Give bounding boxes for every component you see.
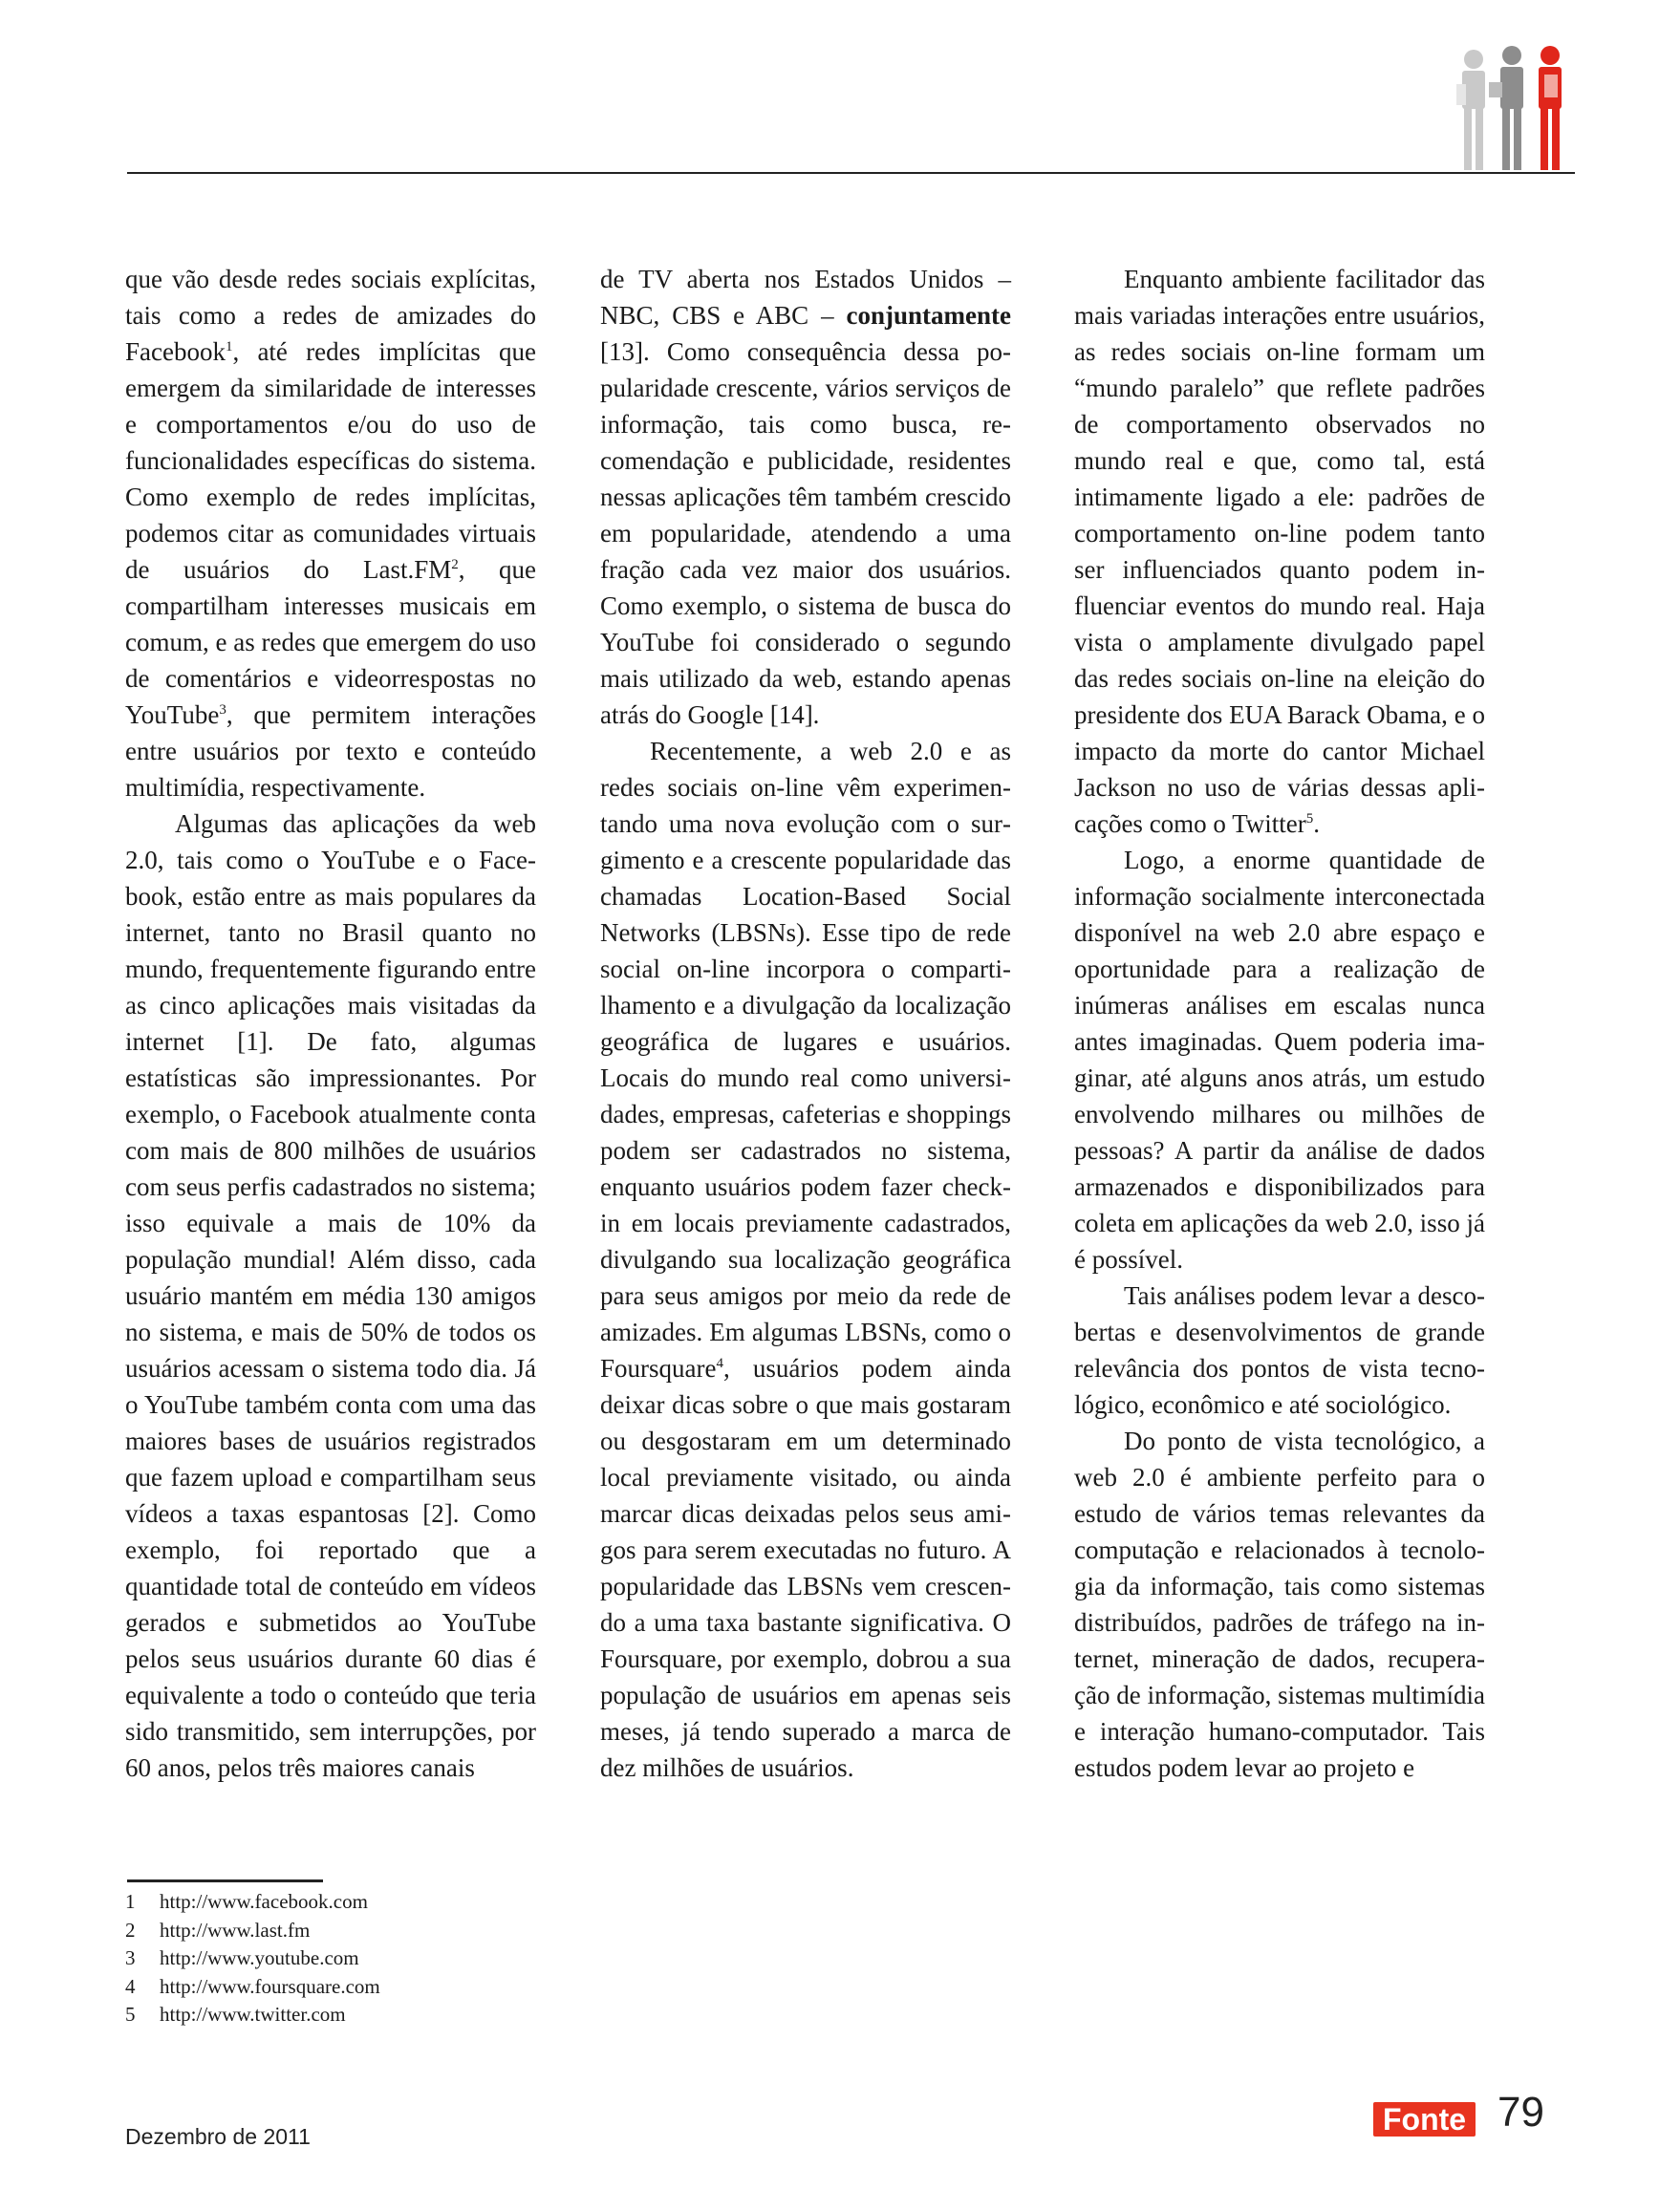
paragraph (1074, 842, 1485, 1278)
header-rule (127, 172, 1575, 174)
paragraph (125, 261, 536, 805)
footnote-3: 3 http://www.youtube.com (125, 1944, 699, 1973)
footnote-link[interactable]: http://www.last.fm (160, 1918, 311, 1942)
text-run: Tais análises podem levar a descobertas e desenvolvimentos de grande relevância dos pontos de vista tecnológico, econômico e até sociológico. (1074, 1281, 1485, 1419)
footnote-ref: 2 (451, 557, 459, 572)
three-people-icon (1451, 42, 1575, 176)
text-run: . (1313, 809, 1321, 838)
footnote-4: 4 http://www.foursquare.com (125, 1973, 699, 2002)
article-column-1 (125, 261, 536, 1786)
bold-text: conjuntamente (846, 301, 1011, 330)
text-run: Algumas das aplicações da web 2.0, tais como o YouTube e o Facebook, estão entre as mais populares da internet, tanto no Brasil quanto no mundo, frequentemente figurando entre as cinco aplicações mais visitadas da internet [1]. De fato, algumas estatísticas são impressionantes. Por exemplo, o Facebook atualmente conta com mais de 800 milhões de usuários com seus perfis cadastrados no sistema; isso equivale a mais de 10% da população mundial! Além disso, cada usuário mantém em média 130 amigos no sistema, e mais de 50% de todos os usuários acessam o sistema todo dia. Já o YouTube também conta com uma das maiores bases de usuários registrados que fazem upload e compartilham seus vídeos a taxas espantosas [2]. Como exemplo, foi reportado que a quantidade total de conteúdo em vídeos gerados e submetidos ao YouTube pelos seus usuários durante 60 dias é equivalente a todo o conteúdo que teria sido transmitido, sem interrupções, por 60 anos, pelos três maiores canais (125, 809, 536, 1782)
paragraph (1074, 1423, 1485, 1786)
footnote-ref: 4 (716, 1356, 723, 1371)
paragraph (1074, 1278, 1485, 1423)
footnote-link[interactable]: http://www.twitter.com (160, 2003, 346, 2026)
text-run: Enquanto ambiente facilitador das mais variadas interações entre usuários, as redes sociais on-line formam um “mundo paralelo” que reflete padrões de comportamento observados no mundo real e que, como tal, está intimamente ligado a ele: padrões de comportamento on-line podem tanto ser influenciados quanto podem influenciar eventos do mundo real. Haja vista o amplamente divulgado papel das redes sociais on-line na eleição do presidente dos EUA Barack Obama, e o impacto da morte do cantor Michael Jackson no uso de várias dessas aplicações como o Twitter (1074, 265, 1485, 838)
footnote-rule (127, 1879, 323, 1882)
footnote-ref: 1 (225, 339, 233, 354)
text-run: [13]. Como consequência dessa popularidade crescente, vários serviços de informação, tais como busca, recomendação e publicidade, residentes nessas aplicações têm também crescido em popularidade, atendendo a uma fração cada vez maior dos usuários. Como exemplo, o sistema de busca do YouTube foi considerado o segundo mais utilizado da web, estando apenas atrás do Google [14]. (600, 337, 1011, 729)
article-column-2 (600, 261, 1011, 1786)
footnote-link[interactable]: http://www.foursquare.com (160, 1974, 380, 1998)
text-run: , que permitem interações entre usuários por texto e conteúdo multimídia, respectivamente. (125, 700, 536, 802)
footnote-ref: 3 (219, 702, 226, 718)
footnote-link[interactable]: http://www.youtube.com (160, 1946, 359, 1969)
page-number: 79 (1497, 2089, 1544, 2136)
text-run: , que compartilham interesses musicais em comum, e as redes que emergem do uso de comentários e videorrespostas no YouTube (125, 555, 537, 729)
text-run: Logo, a enorme quantidade de informação socialmente interconectada disponível na web 2.0 abre espaço e oportunidade para a realização de inúmeras análises em escalas nunca antes imaginadas. Quem poderia imaginar, até alguns anos atrás, um estudo envolvendo milhares ou milhões de pessoas? A partir da análise de dados armazenados e disponibilizados para coleta em aplicações da web 2.0, isso já é possível. (1074, 846, 1485, 1274)
paragraph (125, 805, 536, 1786)
footnote-1: 1 http://www.facebook.com (125, 1888, 699, 1917)
article-column-3 (1074, 261, 1485, 1786)
paragraph (600, 733, 1011, 1786)
footnote-2: 2 http://www.last.fm (125, 1917, 699, 1945)
text-run: , usuários podem ainda deixar dicas sobre o que mais gostaram ou desgostaram em um determinado local previamente visitado, ou ainda marcar dicas deixadas pelos seus amigos para serem executadas no futuro. A popularidade das LBSNs vem crescendo a uma taxa bastante significativa. O Foursquare, por exemplo, dobrou a sua população de usuários em apenas seis meses, já tendo superado a marca de dez milhões de usuários. (600, 1354, 1011, 1782)
text-run: , até redes implícitas que emergem da similaridade de interesses e comportamentos e/ou do uso de funcionalidades específicas do sistema. Como exemplo de redes implícitas, podemos citar as comunidades virtuais de usuários do Last.FM (125, 337, 536, 584)
issue-date: Dezembro de 2011 (125, 2124, 311, 2149)
paragraph (600, 261, 1011, 733)
footnote-5: 5 http://www.twitter.com (125, 2001, 699, 2029)
footnotes (125, 1888, 699, 2029)
footnote-ref: 5 (1305, 811, 1314, 827)
text-run: Recentemente, a web 2.0 e as redes sociais on-line vêm experimentando uma nova evolução com o surgimento e a crescente popularidade das chamadas Location-Based Social Networks (LBSNs). Esse tipo de rede social on-line incorpora o compartilhamento e a divulgação da localização geográfica de lugares e usuários. Locais do mundo real como universidades, empresas, cafeterias e shoppings podem ser cadastrados no sistema, enquanto usuários podem fazer check-in em locais previamente cadastrados, divulgando sua localização geográfica para seus amigos por meio da rede de amizades. Em algumas LBSNs, como o Foursquare (600, 737, 1011, 1383)
text-run: Do ponto de vista tecnológico, a web 2.0 é ambiente perfeito para o estudo de vários temas relevantes da computação e relacionados à tecnologia da informação, tais como sistemas distribuídos, padrões de tráfego na internet, mineração de dados, recuperação de informação, sistemas multimídia e interação humano-computador. Tais estudos podem levar ao projeto e (1074, 1427, 1485, 1782)
text-run: de TV aberta nos Estados Unidos – NBC, CBS e ABC – (600, 265, 1011, 330)
magazine-logo: Fonte (1373, 2102, 1476, 2137)
text-run: que vão desde redes sociais explícitas, tais como a redes de amizades do Facebook (125, 265, 536, 366)
paragraph (1074, 261, 1485, 842)
footnote-link[interactable]: http://www.facebook.com (160, 1890, 368, 1913)
